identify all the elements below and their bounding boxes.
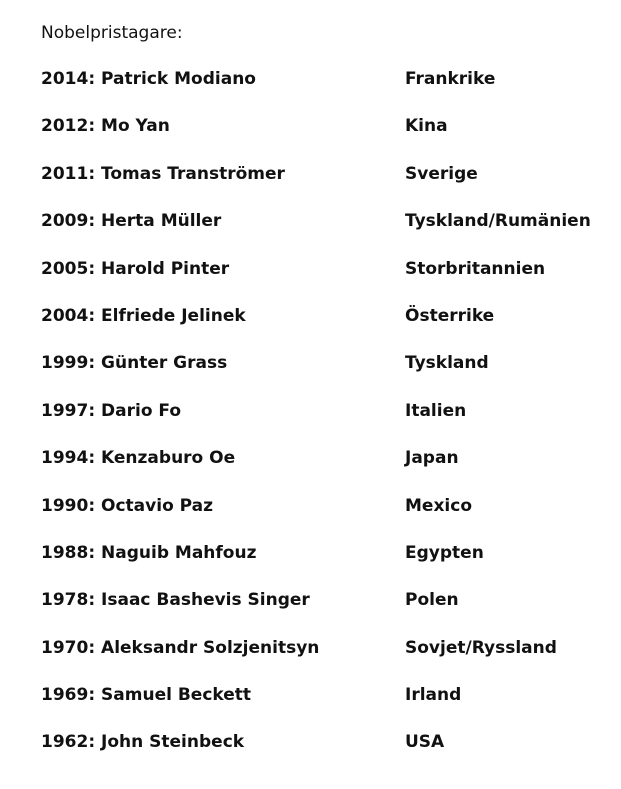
laureate-row (41, 445, 611, 492)
laureate-entry: 2009: Herta Müller (41, 211, 222, 232)
laureate-entry: 1997: Dario Fo (41, 400, 182, 421)
laureate-row (41, 113, 611, 160)
laureate-country: Tyskland/Rumänien (405, 211, 591, 232)
laureate-entry: 2011: Tomas Tranströmer (41, 163, 285, 184)
laureate-row (41, 303, 611, 350)
laureate-row (41, 161, 611, 208)
laureate-country: USA (405, 732, 445, 753)
laureate-country: Frankrike (405, 69, 496, 89)
laureate-row (41, 493, 611, 540)
laureate-country: Italien (405, 400, 467, 421)
laureate-country: Storbritannien (405, 258, 546, 279)
laureate-row (41, 682, 611, 729)
laureate-country: Tyskland (405, 353, 489, 374)
laureate-entry: 2012: Mo Yan (41, 116, 170, 137)
laureate-entry: 1988: Naguib Mahfouz (41, 542, 257, 563)
laureate-country: Polen (405, 590, 459, 611)
laureate-entry: 1970: Aleksandr Solzjenitsyn (41, 637, 320, 658)
laureate-row (41, 635, 611, 682)
laureate-row (41, 398, 611, 445)
document-heading: Nobelpristagare: (41, 23, 183, 43)
laureate-entry: 1962: John Steinbeck (41, 732, 245, 753)
laureate-country: Irland (405, 685, 462, 706)
laureate-row (41, 208, 611, 255)
laureate-row (41, 540, 611, 587)
laureate-entry: 1990: Octavio Paz (41, 495, 214, 516)
laureate-entry: 2005: Harold Pinter (41, 258, 230, 279)
laureate-entry: 1969: Samuel Beckett (41, 685, 252, 706)
laureate-entry: 2004: Elfriede Jelinek (41, 305, 246, 326)
laureate-entry: 1999: Günter Grass (41, 353, 228, 374)
laureate-country: Japan (405, 448, 459, 469)
laureate-country: Sovjet/Ryssland (405, 637, 557, 658)
laureate-list (41, 66, 611, 777)
laureate-row (41, 256, 611, 303)
laureate-country: Sverige (405, 163, 478, 184)
laureate-country: Mexico (405, 495, 472, 516)
laureate-row (41, 587, 611, 634)
laureate-entry: 2014: Patrick Modiano (41, 69, 256, 89)
laureate-row (41, 350, 611, 397)
laureate-country: Kina (405, 116, 448, 137)
laureate-row (41, 729, 611, 776)
laureate-country: Egypten (405, 542, 484, 563)
laureate-entry: 1978: Isaac Bashevis Singer (41, 590, 310, 611)
laureate-entry: 1994: Kenzaburo Oe (41, 448, 236, 469)
laureate-row (41, 66, 611, 113)
laureate-country: Österrike (405, 305, 495, 326)
